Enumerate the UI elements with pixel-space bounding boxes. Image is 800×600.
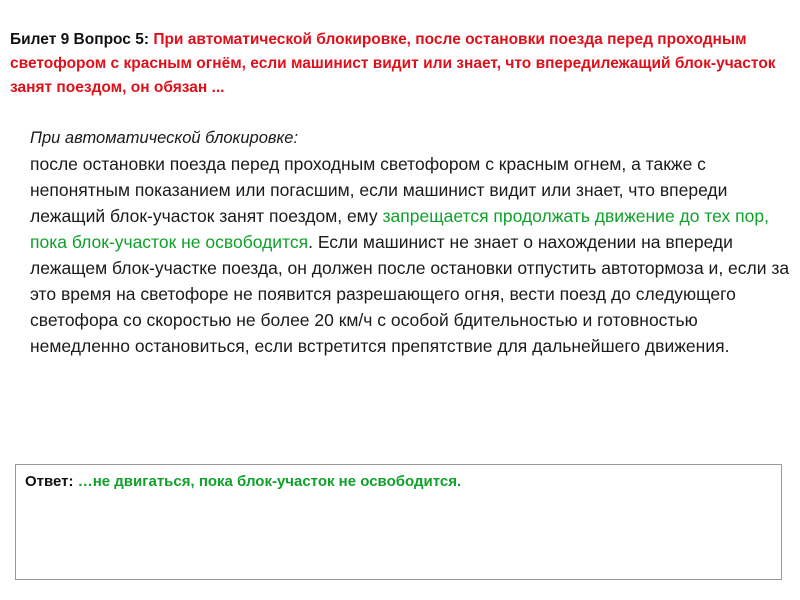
- ticket-question-number: Билет 9 Вопрос 5:: [10, 31, 150, 48]
- explanation-highlight: запрещается продолжать движение до тех пор, пока блок-участок не освободится: [30, 206, 769, 252]
- answer-box: [15, 464, 782, 580]
- explanation-part-1: после остановки поезда перед проходным светофором с красным огнем, а также с непонятным показанием или погасшим, если машинист видит или знает, что впереди лежащий блок-участок занят поездом, ему: [30, 154, 728, 226]
- question-heading: [10, 28, 790, 100]
- answer-label: Ответ:: [25, 473, 74, 490]
- explanation-part-2: . Если машинист не знает о нахождении на впереди лежащем блок-участке поезда, он должен после остановки отпустить автотормоза и, если за это время на светофоре не появится разрешающего огня, вести поезд до следующего светофора со скоростью не более 20 км/ч с особой бдительностью и готовностью немедленно остановиться, если встретится препятствие для дальнейшего движения.: [30, 232, 790, 356]
- question-text: При автоматической блокировке, после остановки поезда перед проходным светофором с красным огнём, если машинист видит или знает, что впередилежащий блок-участок занят поездом, он обязан ...: [10, 31, 776, 96]
- explanation-text: [30, 125, 790, 359]
- answer-line: [25, 470, 461, 494]
- answer-value: …не двигаться, пока блок-участок не освободится.: [73, 473, 462, 490]
- explanation-intro: При автоматической блокировке:: [30, 129, 299, 147]
